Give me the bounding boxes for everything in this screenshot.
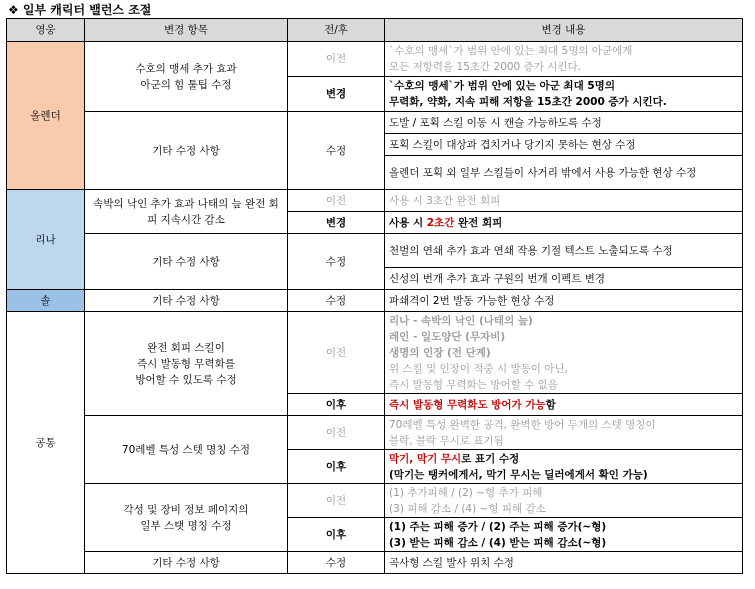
item-cell: 70레벨 특성 스텟 명칭 수정 (85, 416, 288, 484)
table-row (7, 42, 743, 77)
table-row (7, 312, 743, 394)
item-cell: 기타 수정 사항 (85, 552, 288, 574)
item-cell: 수호의 맹세 추가 효과 아군의 힘 툴팁 수정 (85, 42, 288, 112)
content-cell: 사용 시 2초간 완전 회피 (385, 212, 743, 234)
item-cell: 기타 수정 사항 (85, 234, 288, 290)
table-row (7, 112, 743, 134)
content-cell: `수호의 맹세`가 범위 안에 있는 최대 5명의 아군에게 모든 저항력을 15초간 2000 증가 시킨다. (385, 42, 743, 77)
status-label: 수정 (288, 234, 385, 290)
content-cell: 사용 시 3초간 완전 회피 (385, 190, 743, 212)
after-label: 이후 (288, 394, 385, 416)
content-cell: 도발 / 포획 스킬 이동 시 캔슬 가능하도록 수정 (385, 112, 743, 134)
content-cell: 막기, 막기 무시로 표기 수정 (막기는 탱커에게서, 막기 무시는 딜러에게서 확인 가능) (385, 450, 743, 484)
status-label: 수정 (288, 290, 385, 312)
status-label: 수정 (288, 552, 385, 574)
after-label: 이후 (288, 518, 385, 552)
content-cell: 즉시 발동형 무력화도 방어가 가능함 (385, 394, 743, 416)
item-cell: 각성 및 장비 정보 페이지의 일부 스탯 명칭 수정 (85, 484, 288, 552)
table-row (7, 190, 743, 212)
header-hero: 영웅 (7, 19, 85, 42)
table-row (7, 416, 743, 450)
page-title: ❖ 일부 캐릭터 밸런스 조절 (8, 3, 152, 17)
table-row (7, 484, 743, 518)
header-before-after: 전/후 (288, 19, 385, 42)
before-label: 이전 (288, 484, 385, 518)
item-cell: 속박의 낙인 추가 효과 나태의 늪 완전 회피 지속시간 감소 (85, 190, 288, 234)
before-label: 이전 (288, 42, 385, 77)
item-cell: 완전 회피 스킬이 즉시 발동형 무력화를 방어할 수 있도록 수정 (85, 312, 288, 416)
before-label: 이전 (288, 312, 385, 394)
content-cell: 신성의 번개 추가 효과 구원의 번개 이펙트 변경 (385, 268, 743, 290)
header-row (7, 19, 743, 42)
header-item: 변경 항목 (85, 19, 288, 42)
balance-table (6, 18, 743, 574)
after-label: 변경 (288, 77, 385, 112)
hero-cell-sol: 솔 (7, 290, 85, 312)
before-label: 이전 (288, 190, 385, 212)
table-row (7, 234, 743, 268)
content-cell: 천벌의 연쇄 추가 효과 연쇄 작용 기절 텍스트 노출되도록 수정 (385, 234, 743, 268)
before-label: 이전 (288, 416, 385, 450)
content-cell: 파쇄격이 2번 발동 가능한 현상 수정 (385, 290, 743, 312)
content-cell: (1) 추가피해 / (2) ~형 추가 피해 (3) 피해 감소 / (4) ~형 피해 감소 (385, 484, 743, 518)
status-label: 수정 (288, 112, 385, 190)
after-label: 변경 (288, 212, 385, 234)
header-content: 변경 내용 (385, 19, 743, 42)
content-cell: 70레벨 특성 완벽한 공격, 완벽한 방어 두개의 스텟 명칭이 블락, 블락 무시로 표기됨 (385, 416, 743, 450)
hero-cell-common: 공통 (7, 312, 85, 574)
table-row (7, 290, 743, 312)
after-label: 이후 (288, 450, 385, 484)
hero-cell-lina: 리나 (7, 190, 85, 290)
content-cell: 올렌더 포획 외 일부 스킬들이 사거리 밖에서 사용 가능한 현상 수정 (385, 156, 743, 190)
hero-cell-orlenda: 올렌더 (7, 42, 85, 190)
table-row (7, 552, 743, 574)
content-cell: 포획 스킬이 대상과 겹치거나 당기지 못하는 현상 수정 (385, 134, 743, 156)
content-cell: 곡사형 스킬 발사 위치 수정 (385, 552, 743, 574)
content-cell: `수호의 맹세`가 범위 안에 있는 아군 최대 5명의 무력화, 약화, 지속 피해 저항을 15초간 2000 증가 시킨다. (385, 77, 743, 112)
item-cell: 기타 수정 사항 (85, 290, 288, 312)
item-cell: 기타 수정 사항 (85, 112, 288, 190)
content-cell: 리나 - 속박의 낙인 (나태의 늪) 레인 - 일도양단 (무자비) 생명의 인장 (전 단계) 위 스킬 및 인장이 적중 시 발동이 아닌, 즉시 발동형 무력화는 방어할 수 없음 (385, 312, 743, 394)
content-cell: (1) 주는 피해 증가 / (2) 주는 피해 증가(~형) (3) 받는 피해 감소 / (4) 받는 피해 감소(~형) (385, 518, 743, 552)
